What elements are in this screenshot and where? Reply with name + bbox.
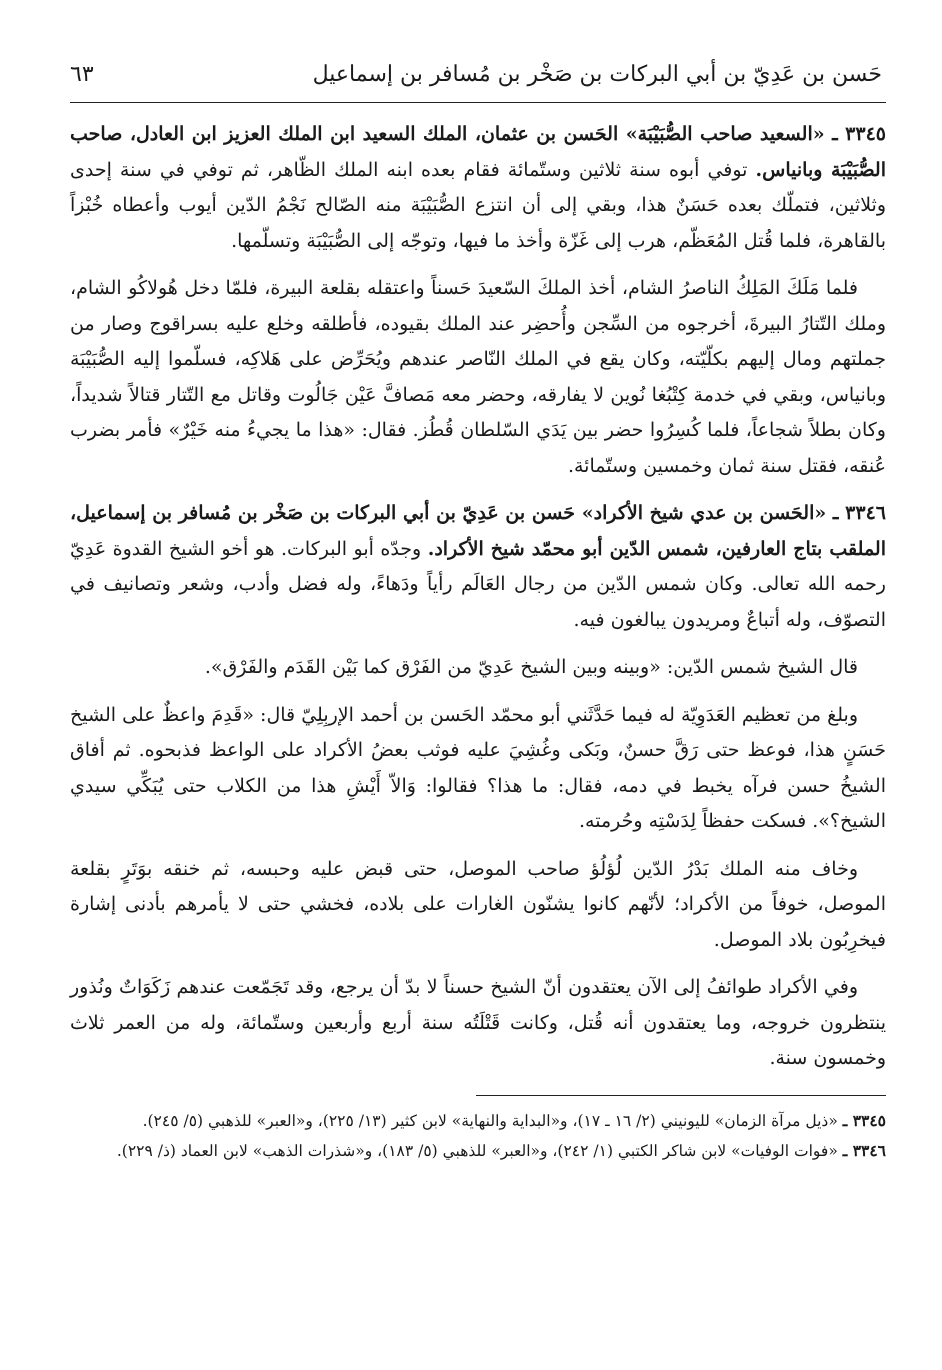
- entry-3345: [70, 117, 886, 259]
- entry-body: وجدّه أبو البركات. هو أخو الشيخ القدوة عَدِيّ رحمه الله تعالى. وكان شمس الدّين من رجال العَالَم رأياً ودَهاءً، وله فضل وأدب، وشعر وتصانيف في التصوّف، وله أتباعٌ ومريدون يبالغون فيه.: [70, 537, 886, 631]
- footnotes: [70, 1106, 886, 1166]
- footnote-divider: [476, 1095, 886, 1096]
- entry-body: توفي أبوه سنة ثلاثين وستّمائة فقام بعده ابنه الملك الظّاهر، ثم توفي في سنة إحدى وثلاثين، فتملّك بعده حَسَنٌ هذا، وبقي إلى أن انتزع الصُّبَيْبَة منه الصّالح نَجْمُ الدّين أيوب وأعطاه خُبْزاً بالقاهرة، فلما قُتل المُعَظّم، هرب إلى غَزّة وأخذ ما فيها، وتوجّه إلى الصُّبَيْبَة وتسلّمها.: [70, 158, 886, 252]
- footnote-text: «فوات الوفيات» لابن شاكر الكتبي (١/ ٢٤٢)، و«العبر» للذهبي (٥/ ١٨٣)، و«شذرات الذهب» لابن العماد (ذ/ ٢٢٩).: [116, 1141, 838, 1160]
- footnote-text: «ذيل مرآة الزمان» لليونيني (٢/ ١٦ ـ ١٧)، و«البداية والنهاية» لابن كثير (١٣/ ٢٢٥)، و«العبر» للذهبي (٥/ ٢٤٥).: [142, 1111, 838, 1130]
- paragraph: وبلغ من تعظيم العَدَوِيّة له فيما حَدَّثَني أبو محمّد الحَسن بن أحمد الإربِلِيّ قال: «قَدِمَ واعظٌ على الشيخ حَسَنٍ هذا، فوعظ حتى رَقَّ حسنٌ، وبَكى وغُشِيَ عليه فوثب بعضُ الأكراد على الواعظ فذبحوه. ثم أفاق الشيخُ حسن فرآه يخبط في دمه، فقال: ما هذا؟ فقالوا: وَالاّ أَيْشِ هذا من الكلاب حتى يُبَكِّي سيدي الشيخ؟». فسكت حفظاً لِدَسْتِه وحُرمته.: [70, 703, 886, 832]
- paragraph: فلما مَلَكَ المَلِكُ الناصرُ الشام، أخذ الملكَ السّعيدَ حَسناً واعتقله بقلعة البيرة، فلمّا دخل هُولاكُو الشام، وملك التّتارُ البيرةَ، أخرجوه من السِّجن وأُحضِر عند الملك بقيوده، فأطلقه وخلع عليه بسراقوج وصار من جملتهم ومال إليهم بكلّيّته، وكان يقع في الملك النّاصر عندهم ويُحَرِّض على هَلاكِه، فسلّموا إليه الصُّبَيْبَة وبانياس، وبقي في خدمة كِتْبُغا نُوين لا يفارقه، وحضر معه مَصافَّ عَيْن جَالُوت وقاتل مع التّتار قتالاً شديداً، وكان بطلاً شجاعاً، فلما كُسِرُوا حضر بين يَدَي السّلطان قُطُز. فقال: «هذا ما يجيءُ منه خَيْرٌ» فأمر بضرب عُنقه، فقتل سنة ثمان وخمسين وستّمائة.: [70, 277, 886, 477]
- footnote-number: ٣٣٤٥ ـ: [842, 1110, 886, 1130]
- paragraph: قال الشيخ شمس الدّين: «وبينه وبين الشيخ عَدِيّ من الفَرْق كما بَيْن القَدَم والفَرْق».: [204, 656, 858, 678]
- footnote-number: ٣٣٤٦ ـ: [842, 1140, 886, 1160]
- entry-heading: ٣٣٤٥ ـ «السعيد صاحب الصُّبَيْبَة» الحَسن بن عثمان، الملك السعيد ابن الملك العزيز ابن العادل، صاحب الصُّبَيْبَة وبانياس.: [70, 123, 886, 181]
- running-title: حَسن بن عَدِيّ بن أبي البركات بن صَخْر بن مُسافر بن إسماعيل: [312, 62, 882, 87]
- footnote-3345: [70, 1106, 886, 1136]
- footnote-3346: [70, 1136, 886, 1166]
- paragraph: وخاف منه الملك بَدْرُ الدّين لُؤلُؤ صاحب الموصل، حتى قبض عليه وحبسه، ثم خنقه بوَتَرٍ بقلعة الموصل، خوفاً من الأكراد؛ لأنّهم كانوا يشنّون الغارات على بلاده، فخشي حتى لا يأمرهم بأدنى إشارة فيخرِبُون بلاد الموصل.: [70, 857, 886, 951]
- main-text: [70, 117, 886, 1077]
- paragraph: وفي الأكراد طوائفُ إلى الآن يعتقدون أنّ الشيخ حسناً لا بدّ أن يرجع، وقد تَجَمّعت عندهم زَكَوَاتٌ ونُذور ينتظرون خروجه، وما يعتقدون أنه قُتل، وكانت قَتْلَتُه سنة أربع وأربعين وستّمائة، وله من العمر ثلاث وخمسون سنة.: [70, 976, 886, 1069]
- entry-3346: [70, 496, 886, 638]
- running-header: [70, 58, 886, 103]
- page-number: ٦٣: [70, 62, 94, 87]
- entry-heading: ٣٣٤٦ ـ «الحَسن بن عدي شيخ الأكراد» حَسن بن عَدِيّ بن أبي البركات بن صَخْر بن مُسافر بن إسماعيل، الملقب بتاج العارفين، شمس الدّين أبو محمّد شيخ الأكراد.: [70, 502, 886, 560]
